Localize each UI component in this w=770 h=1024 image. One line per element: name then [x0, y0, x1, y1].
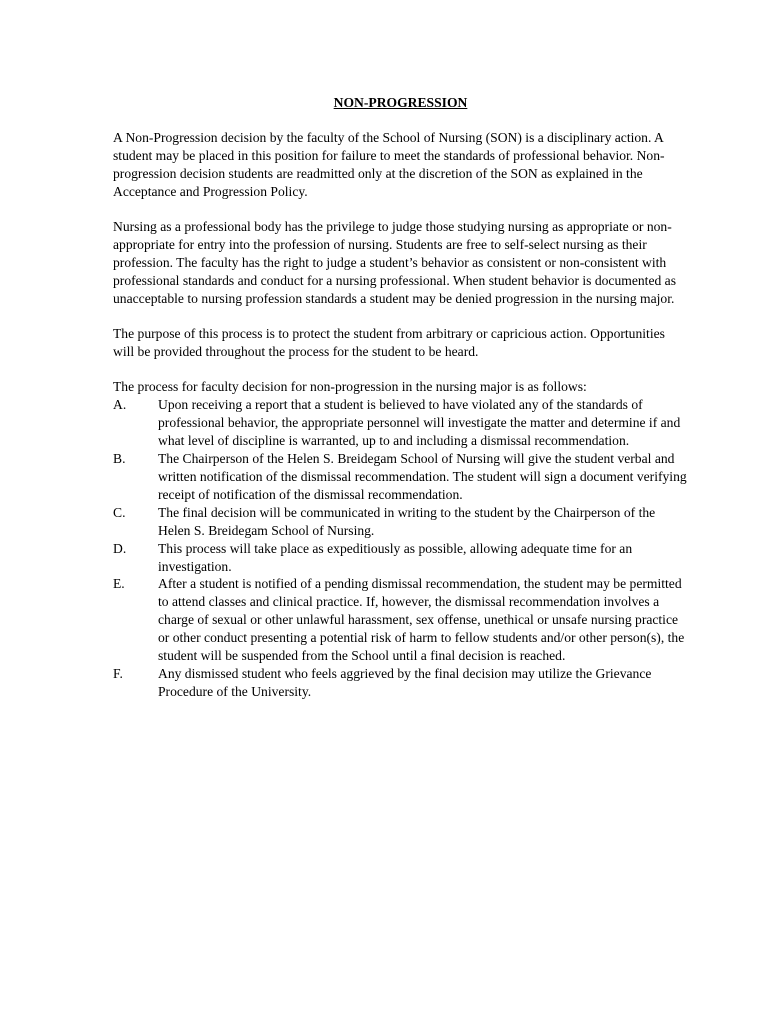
list-item-text: This process will take place as expeditiously as possible, allowing adequate time for an investigation.: [158, 540, 633, 574]
process-steps-list: [113, 396, 688, 700]
paragraph-purpose: The purpose of this process is to protect the student from arbitrary or capricious action. Opportunities will be provided throughout the process for the student to be heard.: [113, 326, 665, 360]
list-item: [113, 396, 688, 450]
list-item-marker: B.: [113, 451, 126, 467]
list-item-marker: D.: [113, 540, 127, 556]
list-item: [113, 450, 688, 504]
list-item-marker: A.: [113, 397, 127, 413]
list-item-marker: E.: [113, 576, 125, 592]
page-title: NON-PROGRESSION: [333, 95, 468, 110]
list-item-text: The Chairperson of the Helen S. Breidegam School of Nursing will give the student verbal and written notification of the dismissal recommendation. The student will sign a document verifying receipt of notification of the dismissal recommendation.: [158, 451, 687, 502]
list-item-text: Upon receiving a report that a student is believed to have violated any of the standards of professional behavior, the appropriate personnel will investigate the matter and determine if and what level of discipline is warranted, up to and including a dismissal recommendation.: [158, 397, 681, 449]
list-item-marker: C.: [113, 504, 126, 520]
document-page: [113, 94, 688, 701]
list-item: [113, 575, 688, 665]
list-item: [113, 540, 688, 576]
list-item-text: The final decision will be communicated in writing to the student by the Chairperson of the Helen S. Breidegam School of Nursing.: [158, 504, 656, 538]
list-item: [113, 665, 688, 701]
list-item-text: After a student is notified of a pending dismissal recommendation, the student may be permitted to attend classes and clinical practice. If, however, the dismissal recommendation involves a charge of sexual or other unlawful harassment, sex offense, unethical or unsafe nursing practice or other conduct presenting a potential risk of harm to fellow students and/or other person(s), the student will be suspended from the School until a final decision is reached.: [158, 576, 685, 664]
list-item: [113, 504, 688, 540]
list-item-marker: F.: [113, 665, 123, 681]
paragraph-professional-body: Nursing as a professional body has the privilege to judge those studying nursing as appropriate or non-appropriate for entry into the profession of nursing. Students are free to self-select nursing as their profession. The faculty has the right to judge a student’s behavior as consistent or non-consistent with professional standards and conduct for a nursing professional. When student behavior is documented as unacceptable to nursing profession standards a student may be denied progression in the nursing major.: [113, 219, 676, 306]
paragraph-intro: A Non-Progression decision by the faculty of the School of Nursing (SON) is a disciplinary action. A student may be placed in this position for failure to meet the standards of professional behavior. Non-progression decision students are readmitted only at the discretion of the SON as explained in the Acceptance and Progression Policy.: [113, 130, 665, 199]
list-item-text: Any dismissed student who feels aggrieved by the final decision may utilize the Grievance Procedure of the University.: [158, 665, 652, 699]
list-intro: The process for faculty decision for non-progression in the nursing major is as follows:: [113, 379, 587, 395]
